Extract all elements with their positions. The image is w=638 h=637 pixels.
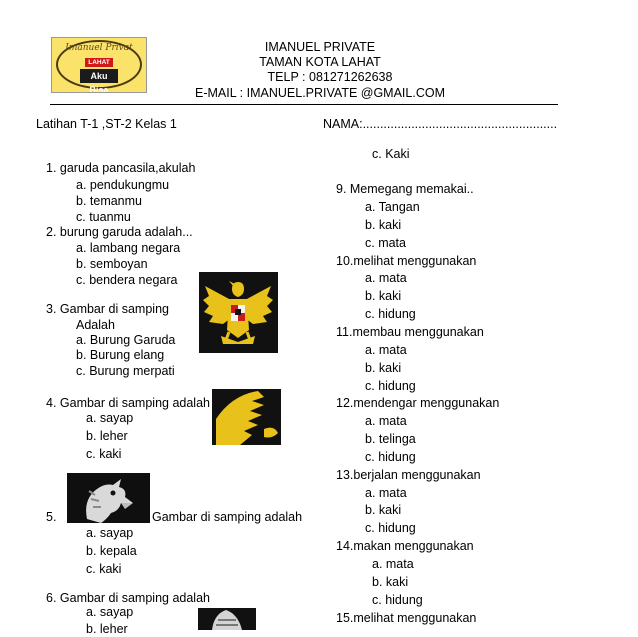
question-4: 4. Gambar di samping adalah bbox=[46, 396, 210, 410]
option-2a: a. lambang negara bbox=[76, 241, 181, 255]
option-3c: c. Burung merpati bbox=[76, 364, 175, 378]
option-14c: c. hidung bbox=[372, 593, 423, 607]
option-5c: c. kaki bbox=[86, 562, 122, 576]
option-13c: c. hidung bbox=[365, 521, 416, 535]
question-14: 14.makan menggunakan bbox=[336, 539, 474, 553]
option-3b: b. Burung elang bbox=[76, 348, 165, 362]
option-10a: a. mata bbox=[365, 271, 407, 285]
question-5-number: 5. bbox=[46, 510, 57, 524]
garuda-neck-image bbox=[198, 608, 256, 630]
option-10b: b. kaki bbox=[365, 289, 402, 303]
option-2b: b. semboyan bbox=[76, 257, 148, 271]
logo-tagline: Aku Bisa bbox=[80, 69, 118, 83]
question-5: Gambar di samping adalah bbox=[152, 510, 303, 524]
option-11c: c. hidung bbox=[365, 379, 416, 393]
question-1: 1. garuda pancasila,akulah bbox=[46, 161, 196, 175]
exercise-title: Latihan T-1 ,ST-2 Kelas 1 bbox=[36, 117, 177, 131]
option-5b: b. kepala bbox=[86, 544, 137, 558]
option-9c: c. mata bbox=[365, 236, 406, 250]
logo-brand-text: Imanuel Privat bbox=[65, 43, 133, 53]
option-3a: a. Burung Garuda bbox=[76, 333, 176, 347]
option-9b: b. kaki bbox=[365, 218, 402, 232]
option-1a: a. pendukungmu bbox=[76, 178, 170, 192]
option-11b: b. kaki bbox=[365, 361, 402, 375]
question-3-cont: Adalah bbox=[76, 318, 115, 332]
header-divider bbox=[50, 104, 558, 105]
question-3: 3. Gambar di samping bbox=[46, 302, 169, 316]
option-12a: a. mata bbox=[365, 414, 407, 428]
option-12b: b. telinga bbox=[365, 432, 416, 446]
option-4c: c. kaki bbox=[86, 447, 122, 461]
option-1b: b. temanmu bbox=[76, 194, 143, 208]
question-6: 6. Gambar di samping adalah bbox=[46, 591, 210, 605]
logo-badge: LAHAT bbox=[85, 58, 113, 67]
option-14a: a. mata bbox=[372, 557, 414, 571]
school-logo bbox=[51, 37, 147, 93]
question-10: 10.melihat menggunakan bbox=[336, 254, 477, 268]
option-6b: b. leher bbox=[86, 622, 128, 636]
question-12: 12.mendengar menggunakan bbox=[336, 396, 500, 410]
option-5a: a. sayap bbox=[86, 526, 134, 540]
option-11a: a. mata bbox=[365, 343, 407, 357]
question-15: 15.melihat menggunakan bbox=[336, 611, 477, 625]
option-2c: c. bendera negara bbox=[76, 273, 178, 287]
garuda-pancasila-image bbox=[199, 272, 278, 353]
option-12c: c. hidung bbox=[365, 450, 416, 464]
garuda-wing-image bbox=[212, 389, 281, 445]
garuda-head-image bbox=[67, 473, 150, 523]
name-field[interactable]: NAMA:........................................................ bbox=[323, 117, 558, 131]
question-11: 11.membau menggunakan bbox=[336, 325, 484, 339]
question-9: 9. Memegang memakai.. bbox=[336, 182, 474, 196]
question-2: 2. burung garuda adalah... bbox=[46, 225, 193, 239]
header-phone: TELP : 081271262638 bbox=[267, 70, 393, 84]
header-address: TAMAN KOTA LAHAT bbox=[259, 55, 381, 69]
option-9a: a. Tangan bbox=[365, 200, 420, 214]
option-14b: b. kaki bbox=[372, 575, 409, 589]
header-school-name: IMANUEL PRIVATE bbox=[264, 40, 376, 54]
option-10c: c. hidung bbox=[365, 307, 416, 321]
header-email: E-MAIL : IMANUEL.PRIVATE @GMAIL.COM bbox=[195, 86, 445, 100]
option-13b: b. kaki bbox=[365, 503, 402, 517]
option-1c: c. tuanmu bbox=[76, 210, 131, 224]
option-4b: b. leher bbox=[86, 429, 128, 443]
option-4a: a. sayap bbox=[86, 411, 134, 425]
option-6a: a. sayap bbox=[86, 605, 134, 619]
question-13: 13.berjalan menggunakan bbox=[336, 468, 481, 482]
option-8c: c. Kaki bbox=[372, 147, 410, 161]
option-13a: a. mata bbox=[365, 486, 407, 500]
